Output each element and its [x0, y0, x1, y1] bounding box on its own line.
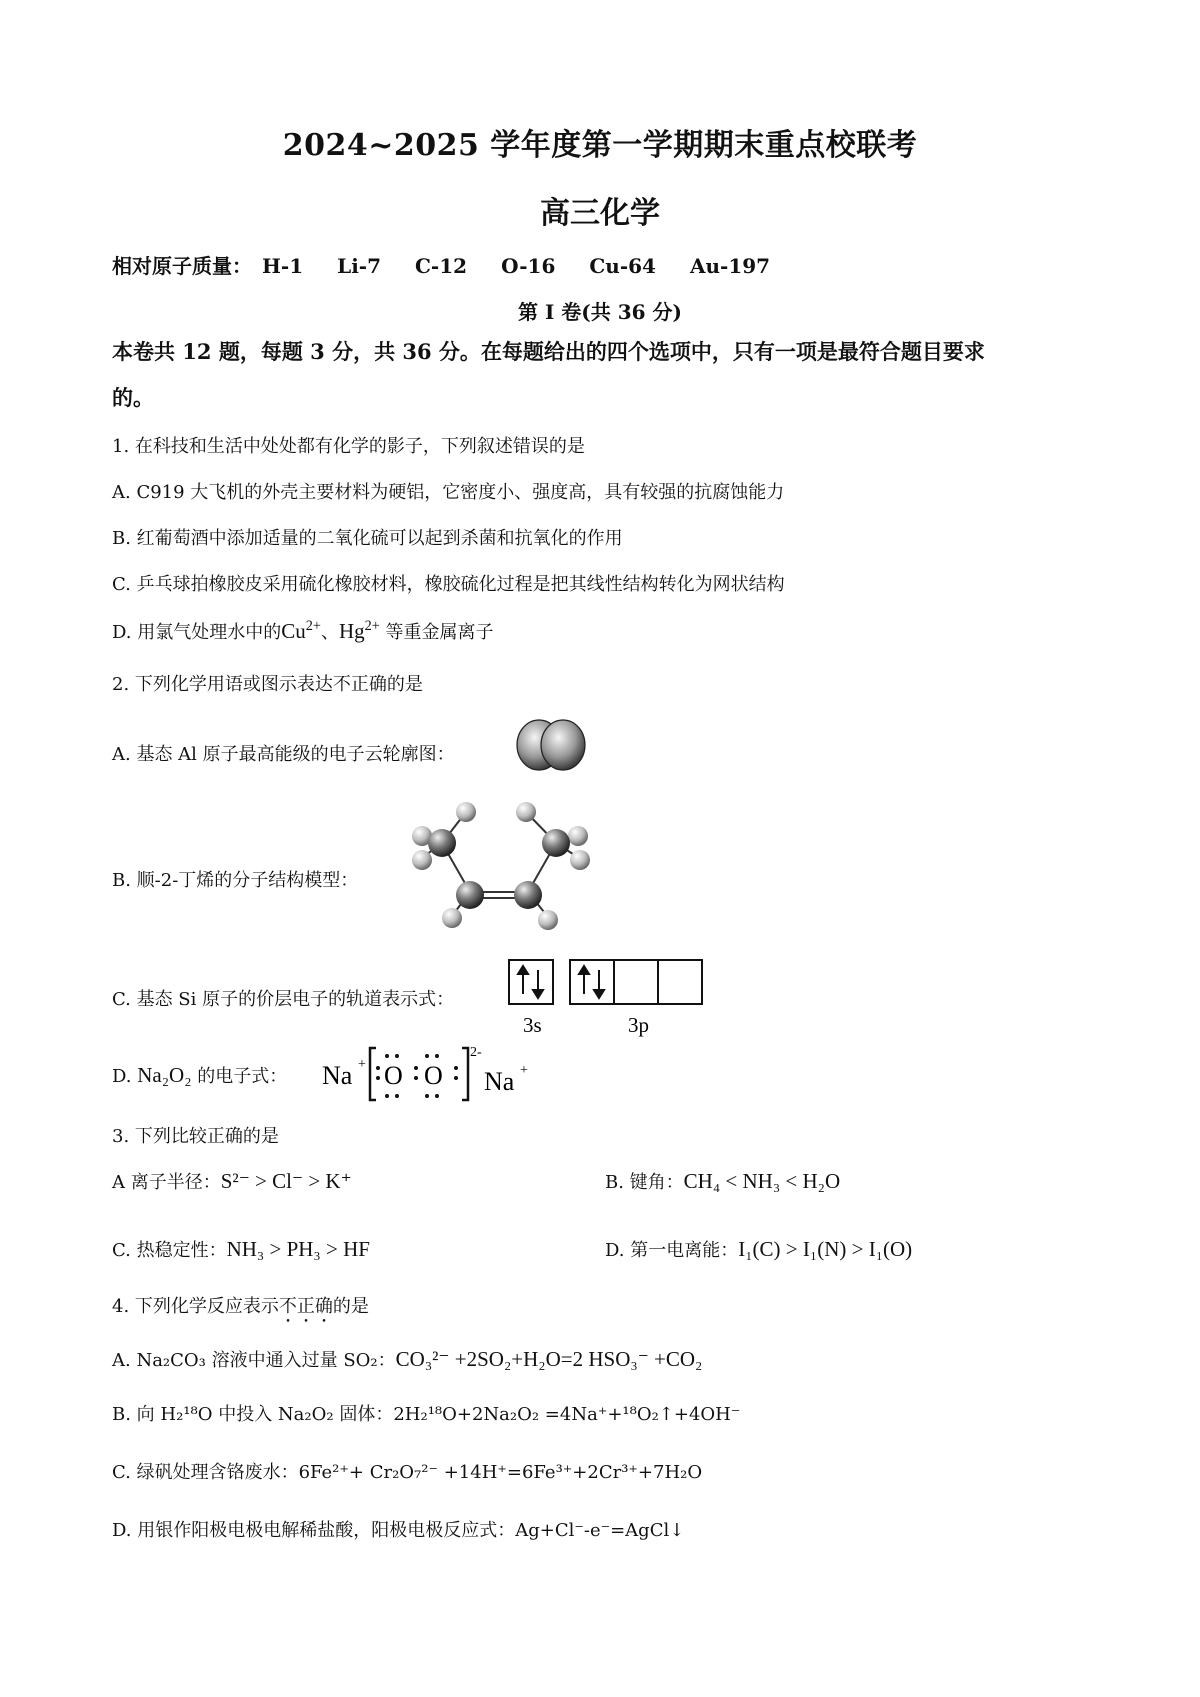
q2-option-b: B. 顺-2-丁烯的分子结构模型： — [112, 870, 359, 891]
peroxide-charge: 2- — [470, 1045, 482, 1060]
q2-option-d — [112, 1062, 287, 1088]
q4-option-b: B. 向 H₂¹⁸O 中投入 Na₂O₂ 固体：2H₂¹⁸O+2Na₂O₂ =4Na⁺+¹⁸O₂↑+4OH⁻ — [112, 1404, 741, 1425]
ion-symbol: Hg — [338, 619, 365, 643]
q2-stem: 2. 下列化学用语或图示表达不正确的是 — [112, 674, 423, 695]
q3-option-a — [112, 1168, 352, 1194]
subject-title: 高三化学 — [540, 196, 660, 231]
q1-d-ion2 — [339, 619, 380, 643]
q1-d-sep: 、 — [320, 622, 339, 643]
ion-charge: 2+ — [364, 618, 380, 634]
q1-d-ion1 — [281, 619, 321, 643]
q1-stem: 1. 在科技和生活中处处都有化学的影子，下列叙述错误的是 — [112, 436, 585, 457]
q3-d-expr: I₁(C) > I₁(N) > I₁(O) — [738, 1237, 913, 1261]
hydrogen-atom — [412, 850, 432, 870]
q2-d-prefix: D. — [112, 1066, 132, 1087]
q4-stem-prefix: 4. 下列化学反应表示 — [112, 1296, 279, 1317]
q1-option-d — [112, 618, 494, 644]
mass-item: C-12 — [415, 254, 468, 278]
q3-a-label: A 离子半径： — [112, 1172, 221, 1193]
sodium-symbol: Na — [322, 1061, 353, 1090]
q3-a-expr: S²⁻ > Cl⁻ > K⁺ — [220, 1169, 352, 1193]
mass-item: Li-7 — [337, 254, 382, 278]
q4-option-d: D. 用银作阳极电极电解稀盐酸，阳极电极反应式：Ag+Cl⁻-e⁻=AgCl↓ — [112, 1520, 685, 1541]
hydrogen-atom — [456, 802, 476, 822]
orbital-label-3s: 3s — [523, 1013, 542, 1037]
q3-stem: 3. 下列比较正确的是 — [112, 1126, 279, 1147]
mass-item: H-1 — [262, 254, 304, 278]
q2-d-mid: 的电子式： — [197, 1066, 288, 1087]
hydrogen-atom — [442, 908, 462, 928]
si-orbital-diagram — [508, 958, 718, 1038]
orbital-label-3p: 3p — [628, 1013, 649, 1037]
q4-option-c: C. 绿矾处理含铬废水：6Fe²⁺+ Cr₂O₇²⁻ +14H⁺=6Fe³⁺+2Cr³⁺+7H₂O — [112, 1462, 703, 1483]
q2-d-formula: Na₂O₂ — [137, 1063, 192, 1087]
part-heading: 第 I 卷(共 36 分) — [518, 300, 682, 324]
q4-option-a — [112, 1346, 702, 1372]
sodium-symbol: Na — [484, 1067, 515, 1096]
q1-d-suffix: 等重金属离子 — [379, 622, 494, 643]
atomic-masses — [112, 250, 804, 279]
carbon-atom — [456, 881, 484, 909]
q4-stem-suffix: 的是 — [332, 1296, 369, 1317]
q3-option-c — [112, 1236, 370, 1262]
hydrogen-atom — [516, 802, 536, 822]
q4-stem-emphasis: 不正确 — [278, 1296, 333, 1317]
bonds — [422, 812, 579, 917]
hydrogen-atom — [538, 910, 558, 930]
q1-option-b: B. 红葡萄酒中添加适量的二氧化硫可以起到杀菌和抗氧化的作用 — [112, 528, 623, 549]
mass-item: O-16 — [501, 254, 556, 278]
q3-d-label: D. 第一电离能： — [605, 1240, 739, 1261]
mass-item: Au-197 — [689, 254, 771, 278]
oxygen-symbol: O — [424, 1061, 443, 1090]
ion-symbol: Cu — [281, 619, 306, 643]
q3-option-b — [605, 1168, 840, 1194]
masses-label: 相对原子质量： — [112, 254, 252, 278]
exam-title: 2024~2025 学年度第一学期期末重点校联考 — [282, 128, 918, 163]
q3-b-expr: CH₄ < NH₃ < H₂O — [683, 1169, 841, 1193]
p-orbital-cloud-image — [516, 718, 586, 772]
instructions-line2: 的。 — [112, 385, 154, 410]
hydrogen-atom — [568, 826, 588, 846]
na2o2-electron-formula — [320, 1038, 540, 1108]
q3-option-d — [605, 1236, 912, 1262]
ion-charge: 2+ — [305, 618, 321, 634]
q3-c-expr: NH₃ > PH₃ > HF — [226, 1237, 370, 1261]
cis-2-butene-model-image — [400, 800, 600, 940]
q1-option-a: A. C919 大飞机的外壳主要材料为硬铝，它密度小、强度高，具有较强的抗腐蚀能力 — [112, 482, 785, 503]
q2-option-a: A. 基态 Al 原子最高能级的电子云轮廓图： — [112, 744, 455, 765]
sodium-charge: + — [358, 1057, 366, 1072]
q4-a-expr: CO₃²⁻ +2SO₂+H₂O=2 HSO₃⁻ +CO₂ — [395, 1347, 703, 1371]
carbon-atom — [542, 829, 570, 857]
carbon-atom — [514, 881, 542, 909]
mass-item: Cu-64 — [589, 254, 656, 278]
q3-b-label: B. 键角： — [605, 1172, 684, 1193]
carbon-atom — [428, 829, 456, 857]
q1-option-c: C. 乒乓球拍橡胶皮采用硫化橡胶材料，橡胶硫化过程是把其线性结构转化为网状结构 — [112, 574, 785, 595]
instructions-line1: 本卷共 12 题，每题 3 分，共 36 分。在每题给出的四个选项中，只有一项是最符合题目要求 — [112, 339, 985, 364]
hydrogen-atom — [570, 850, 590, 870]
q4-a-label: A. Na₂CO₃ 溶液中通入过量 SO₂： — [112, 1350, 396, 1371]
q4-stem — [112, 1292, 369, 1327]
q3-c-label: C. 热稳定性： — [112, 1240, 227, 1261]
q2-option-c: C. 基态 Si 原子的价层电子的轨道表示式： — [112, 989, 455, 1010]
sodium-charge: + — [520, 1063, 528, 1078]
q1-d-prefix: D. 用氯气处理水中的 — [112, 622, 282, 643]
oxygen-symbol: O — [384, 1061, 403, 1090]
